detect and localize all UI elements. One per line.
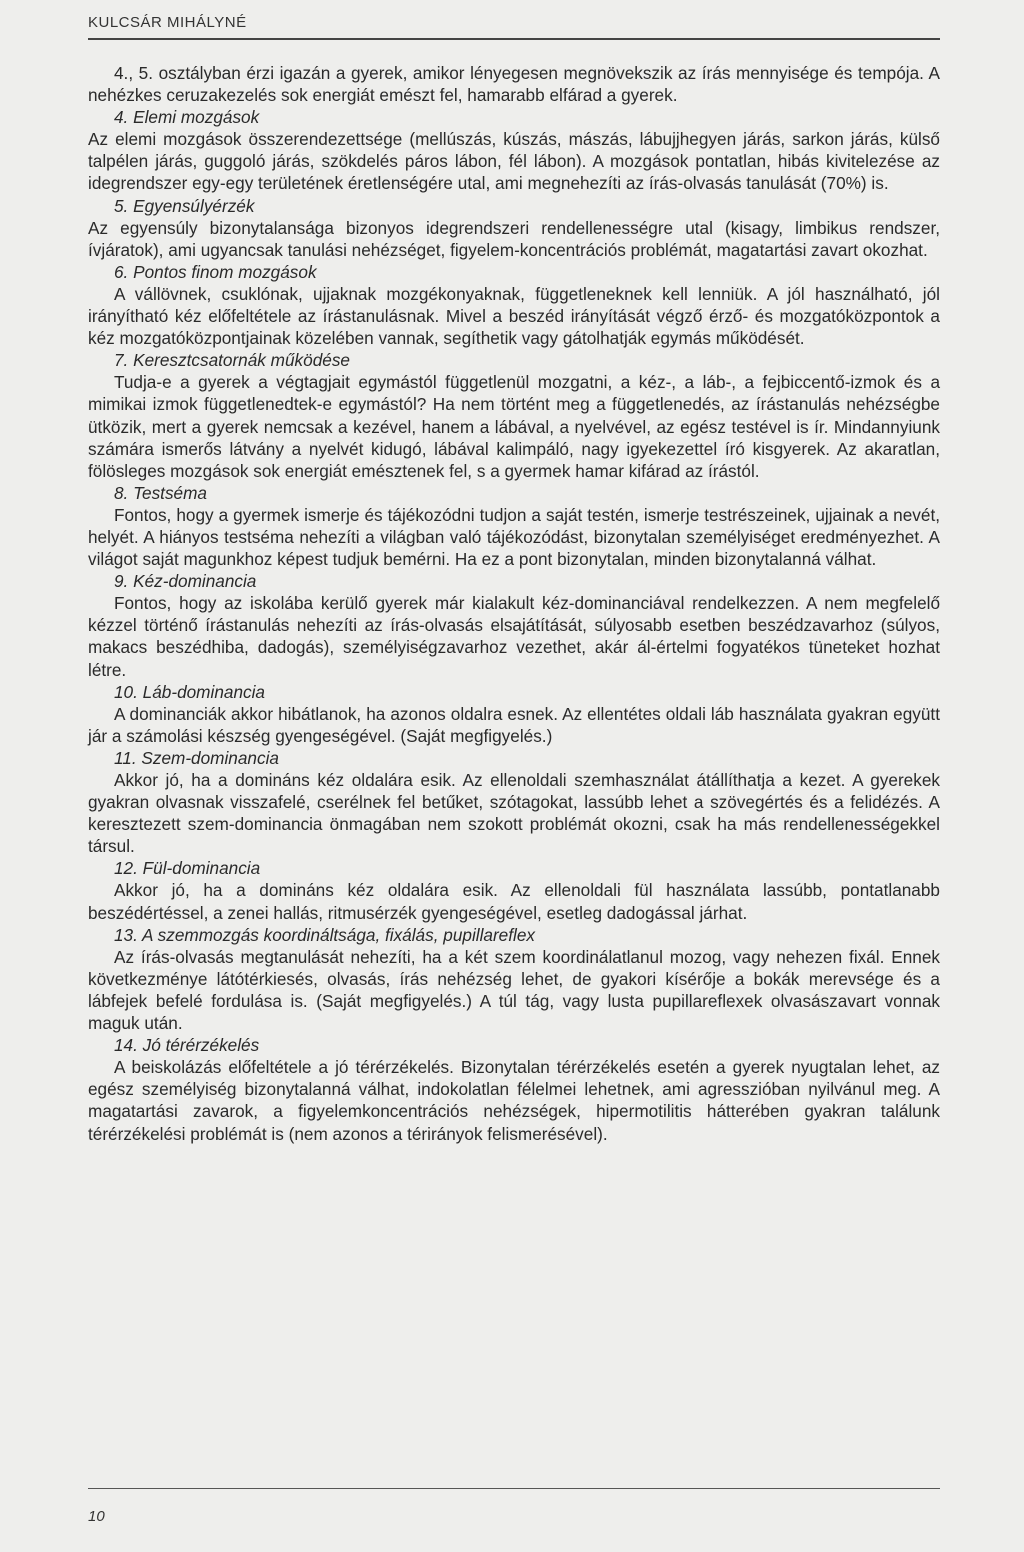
section-body: A beiskolázás előfeltétele a jó térérzékelés. Bizonytalan térérzékelés esetén a gyerek nyugtalan lehet, az egész személyiség bizonytalanná válhat, indokolatlan félelmei lehetnek, ami agresszióban nyilvánul meg. A magatartási zavarok, a figyelemkoncentrációs nehézségek, hipermotilitis hátterében gyakran találunk térérzékelési problémát is (nem azonos a térirányok felismerésével).	[88, 1057, 940, 1144]
section-heading: 7. Keresztcsatornák működése	[114, 350, 350, 371]
header-rule	[88, 38, 940, 40]
section-body: Az egyensúly bizonytalansága bizonyos idegrendszeri rendellenességre utal (kisagy, limbikus rendszer, ívjáratok), ami ugyancsak tanulási nehézséget, figyelem-koncentrációs problémát, magatartási zavart okozhat.	[88, 217, 940, 260]
section-heading: 9. Kéz-dominancia	[114, 571, 257, 592]
section-heading: 12. Fül-dominancia	[114, 858, 261, 879]
section-body: Fontos, hogy az iskolába kerülő gyerek már kialakult kéz-dominanciával rendelkezzen. A nem megfelelő kézzel történő írástanulás nehezíti az írás-olvasás elsajátítását, súlyosabb esetben beszédzavarhoz (súlyos, makacs beszédhiba, dadogás), személyiségzavarhoz vezethet, akár ál-értelmi fogyatékos tüneteket hozhat létre.	[88, 593, 940, 680]
running-head: KULCSÁR MIHÁLYNÉ	[88, 14, 247, 31]
section-body: Akkor jó, ha a domináns kéz oldalára esik. Az ellenoldali fül használata lassúbb, pontatlanabb beszédértéssel, a zenei hallás, ritmusérzék gyengeségével, esetleg dadogással járhat.	[88, 880, 940, 923]
section-body: A dominanciák akkor hibátlanok, ha azonos oldalra esnek. Az ellentétes oldali láb használata gyakran együtt jár a számolási készség gyengeségével. (Saját megfigyelés.)	[88, 703, 940, 746]
section-heading: 4. Elemi mozgások	[114, 107, 260, 128]
section-body: Az írás-olvasás megtanulását nehezíti, ha a két szem koordinálatlanul mozog, vagy nehezen fixál. Ennek következménye látótérkiesés, olvasás, írás nehézség lehet, de gyakori kísérője a bokák merevsége és a lábfejek befelé fordulása is. (Saját megfigyelés.) A túl tág, vagy lusta pupillareflexek olvasászavart vonnak maguk után.	[88, 946, 940, 1034]
footer-rule	[88, 1488, 940, 1489]
section-body: Tudja-e a gyerek a végtagjait egymástól függetlenül mozgatni, a kéz-, a láb-, a fejbiccentő-izmok és a mimikai izmok függetlenedtek-e egymástól? Ha nem történt meg a függetlenedés, az írástanulás nehézségbe ütközik, mert a gyerek nemcsak a kezével, hanem a lábával, a nyelvével, az egész testével is ír. Mindannyiunk számára ismerős látvány a nyelvét kidugó, lábával kalimpáló, nagy igyekezettel író kisgyerek. Az akaratlan, fölösleges mozgások sok energiát emésztenek fel, s a gyermek hamar kifárad az írástól.	[88, 372, 940, 481]
section-heading: 8. Testséma	[114, 482, 207, 503]
section-heading: 14. Jó térérzékelés	[114, 1035, 260, 1056]
section-body: Az elemi mozgások összerendezettsége (mellúszás, kúszás, mászás, lábujjhegyen járás, sarkon járás, külső talpélen járás, guggoló járás, szökdelés páros lábon, fél lábon). A mozgások pontatlan, hibás kivitelezése az idegrendszer egy-egy területének éretlenségére utal, ami megnehezíti az írás-olvasás tanulását (70%) is.	[88, 129, 940, 194]
section-heading: 13. A szemmozgás koordináltsága, fixálás, pupillareflex	[114, 924, 535, 945]
section-body: Akkor jó, ha a domináns kéz oldalára esik. Az ellenoldali szemhasználat átállíthatja a kezet. A gyerekek gyakran olvasnak visszafelé, cserélnek fel betűket, szótagokat, lassúbb lehet a szövegértés és a felidézés. A keresztezett szem-dominancia önmagában nem szokott problémát okozni, csak ha más rendellenességekkel társul.	[88, 770, 940, 857]
intro-paragraph: 4., 5. osztályban érzi igazán a gyerek, amikor lényegesen megnövekszik az írás mennyisége és tempója. A nehézkes ceruzakezelés sok energiát emészt fel, hamarabb elfárad a gyerek.	[88, 63, 940, 106]
page-content	[88, 62, 940, 1145]
section-heading: 6. Pontos finom mozgások	[114, 261, 317, 282]
section-heading: 10. Láb-dominancia	[114, 681, 265, 702]
section-heading: 11. Szem-dominancia	[114, 747, 279, 768]
page-number: 10	[88, 1508, 105, 1525]
section-body: A vállövnek, csuklónak, ujjaknak mozgékonyaknak, függetleneknek kell lenniük. A jól használható, jól irányítható kéz előfeltétele az írástanulásnak. Mivel a beszéd irányítását végző érző- és mozgatóközpontok a kéz mozgatóközpontjainak közelében vannak, segíthetik vagy gátolhatják egymás működését.	[88, 283, 940, 349]
section-body: Fontos, hogy a gyermek ismerje és tájékozódni tudjon a saját testén, ismerje testrészeinek, ujjainak a nevét, helyét. A hiányos testséma nehezíti a világban való tájékozódást, bizonytalan személyiséget eredményezhet. A világot saját magunkhoz képest tudjuk bemérni. Ha ez a pont bizonytalan, minden bizonytalanná válhat.	[88, 504, 940, 570]
section-heading: 5. Egyensúlyérzék	[114, 195, 255, 216]
